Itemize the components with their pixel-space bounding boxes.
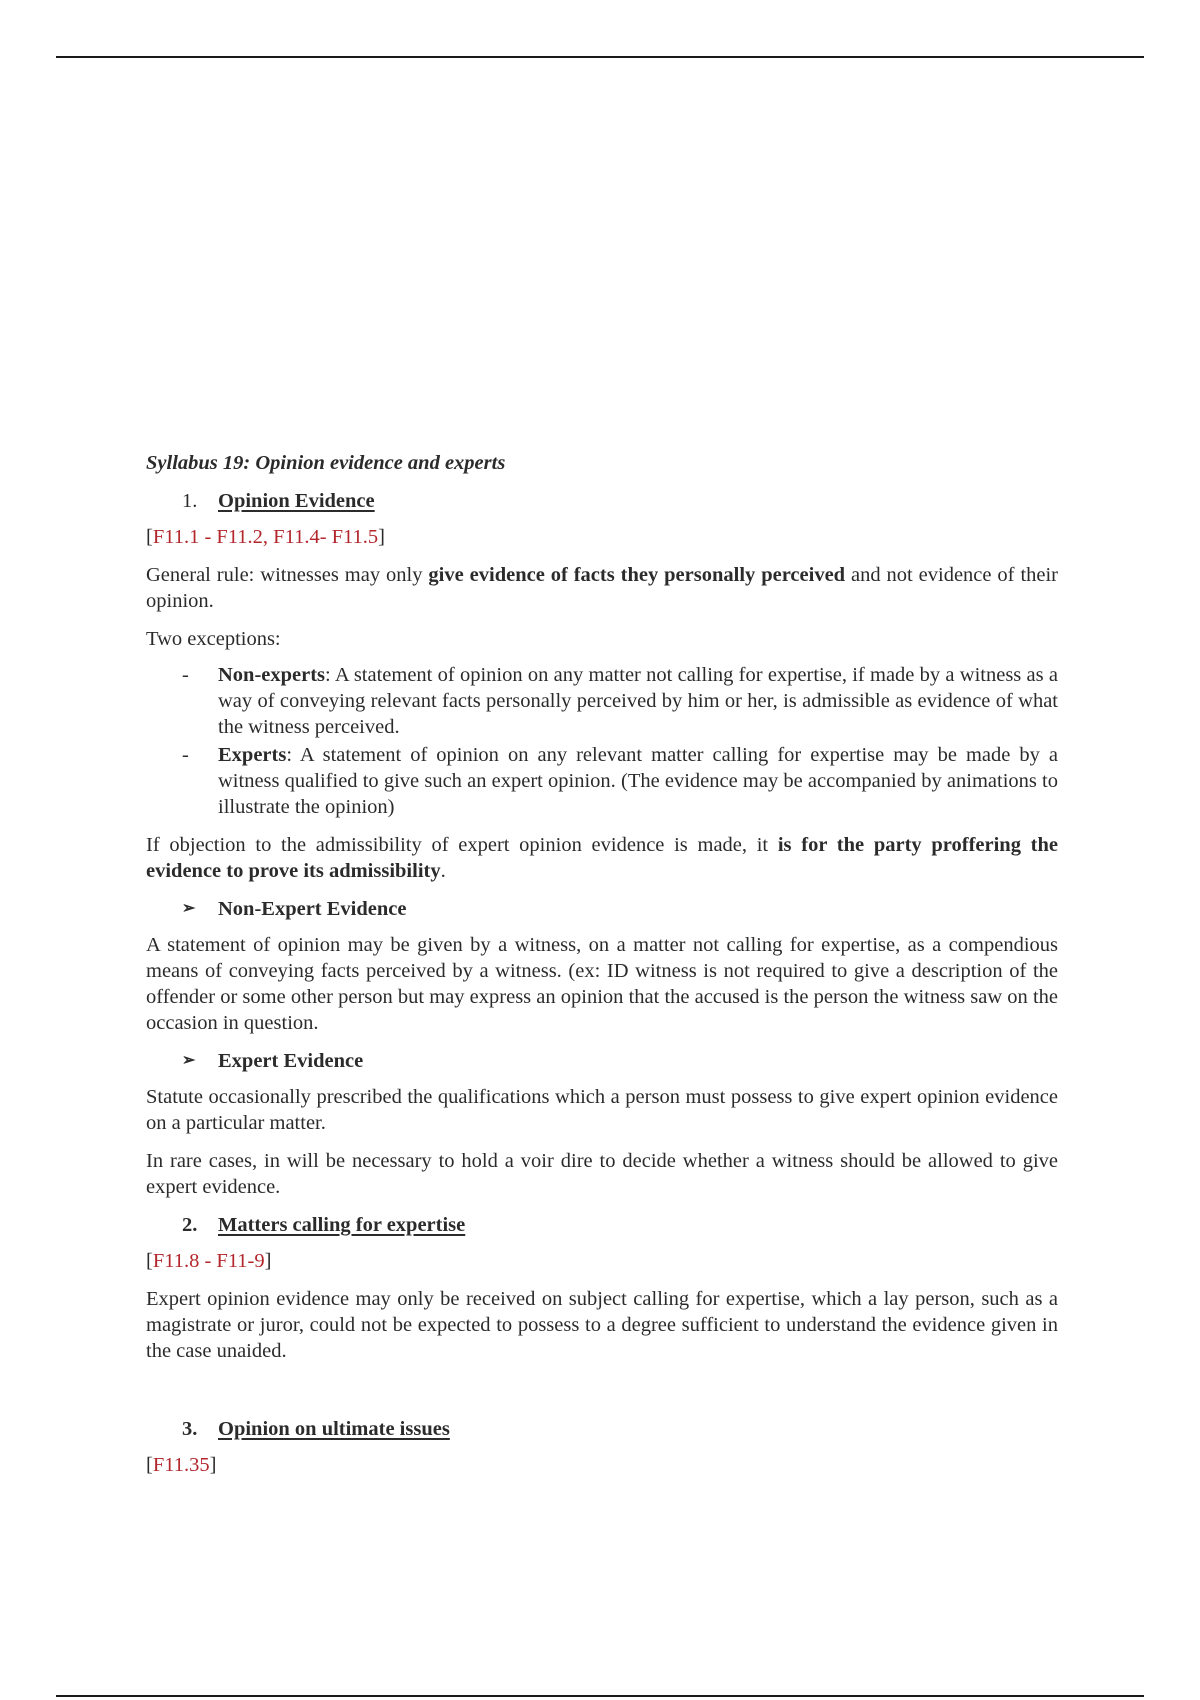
top-rule bbox=[56, 56, 1144, 58]
non-expert-paragraph: A statement of opinion may be given by a witness, on a matter not calling for expertise, as a compendious means of conveying facts perceived by a witness. (ex: ID witness is not required to give a description of the offender or some other person but may express an opinion that the accused is the person the witness saw on the occasion in question. bbox=[146, 934, 1058, 1034]
reference-2: [F11.8 - F11-9] bbox=[146, 1250, 272, 1272]
reference-text: F11.1 - F11.2, F11.4- F11.5 bbox=[152, 526, 379, 548]
syllabus-title: Syllabus 19: Opinion evidence and experts bbox=[146, 452, 506, 474]
two-exceptions-text: Two exceptions: bbox=[146, 628, 281, 650]
exceptions-list bbox=[146, 662, 1058, 820]
arrow-bullet-icon: ➢ bbox=[182, 1052, 196, 1069]
arrow-bullet-icon: ➢ bbox=[182, 900, 196, 917]
section-heading-3 bbox=[182, 1416, 1058, 1442]
subheading-expert: ➢ Expert Evidence bbox=[182, 1050, 364, 1072]
objection-paragraph: If objection to the admissibility of expert opinion evidence is made, it is for the party proffering the evidence to prove its admissibility. bbox=[146, 834, 1058, 882]
list-item: - Non-experts: A statement of opinion on any matter not calling for expertise, if made by a witness as a way of conveying relevant facts personally perceived by him or her, is admissible as evidence of what the witness perceived. bbox=[182, 664, 1058, 738]
general-rule-paragraph: General rule: witnesses may only give evidence of facts they personally perceived and not evidence of their opinion. bbox=[146, 564, 1059, 612]
section-heading-1 bbox=[182, 488, 1058, 514]
expert-paragraph-2: In rare cases, in will be necessary to hold a voir dire to decide whether a witness should be allowed to give expert evidence. bbox=[146, 1150, 1058, 1198]
section-title: Opinion on ultimate issues bbox=[218, 1418, 450, 1440]
reference-text: F11.35 bbox=[152, 1454, 210, 1476]
reference-text: F11.8 - F11-9 bbox=[152, 1250, 265, 1272]
section-number: 2. bbox=[182, 1214, 198, 1236]
section-title: Matters calling for expertise bbox=[218, 1214, 466, 1236]
list-item: - Experts: A statement of opinion on any relevant matter calling for expertise may be made by a witness qualified to give such an expert opinion. (The evidence may be accompanied by animations to illustrate the opinion) bbox=[182, 744, 1058, 818]
reference-1: [F11.1 - F11.2, F11.4- F11.5] bbox=[146, 526, 385, 548]
reference-3: [F11.35] bbox=[146, 1454, 217, 1476]
document-body bbox=[146, 450, 1058, 1490]
bottom-rule bbox=[56, 1695, 1144, 1697]
section-number: 1. bbox=[182, 490, 198, 512]
section-heading-2 bbox=[182, 1212, 1058, 1238]
matters-paragraph: Expert opinion evidence may only be received on subject calling for expertise, which a lay person, such as a magistrate or juror, could not be expected to possess to a degree sufficient to understand the evidence given in the case unaided. bbox=[146, 1288, 1058, 1362]
subheading-non-expert: ➢ Non-Expert Evidence bbox=[182, 898, 407, 920]
section-number: 3. bbox=[182, 1418, 198, 1440]
section-title: Opinion Evidence bbox=[218, 490, 375, 512]
expert-paragraph-1: Statute occasionally prescribed the qualifications which a person must possess to give expert opinion evidence on a particular matter. bbox=[146, 1086, 1058, 1134]
